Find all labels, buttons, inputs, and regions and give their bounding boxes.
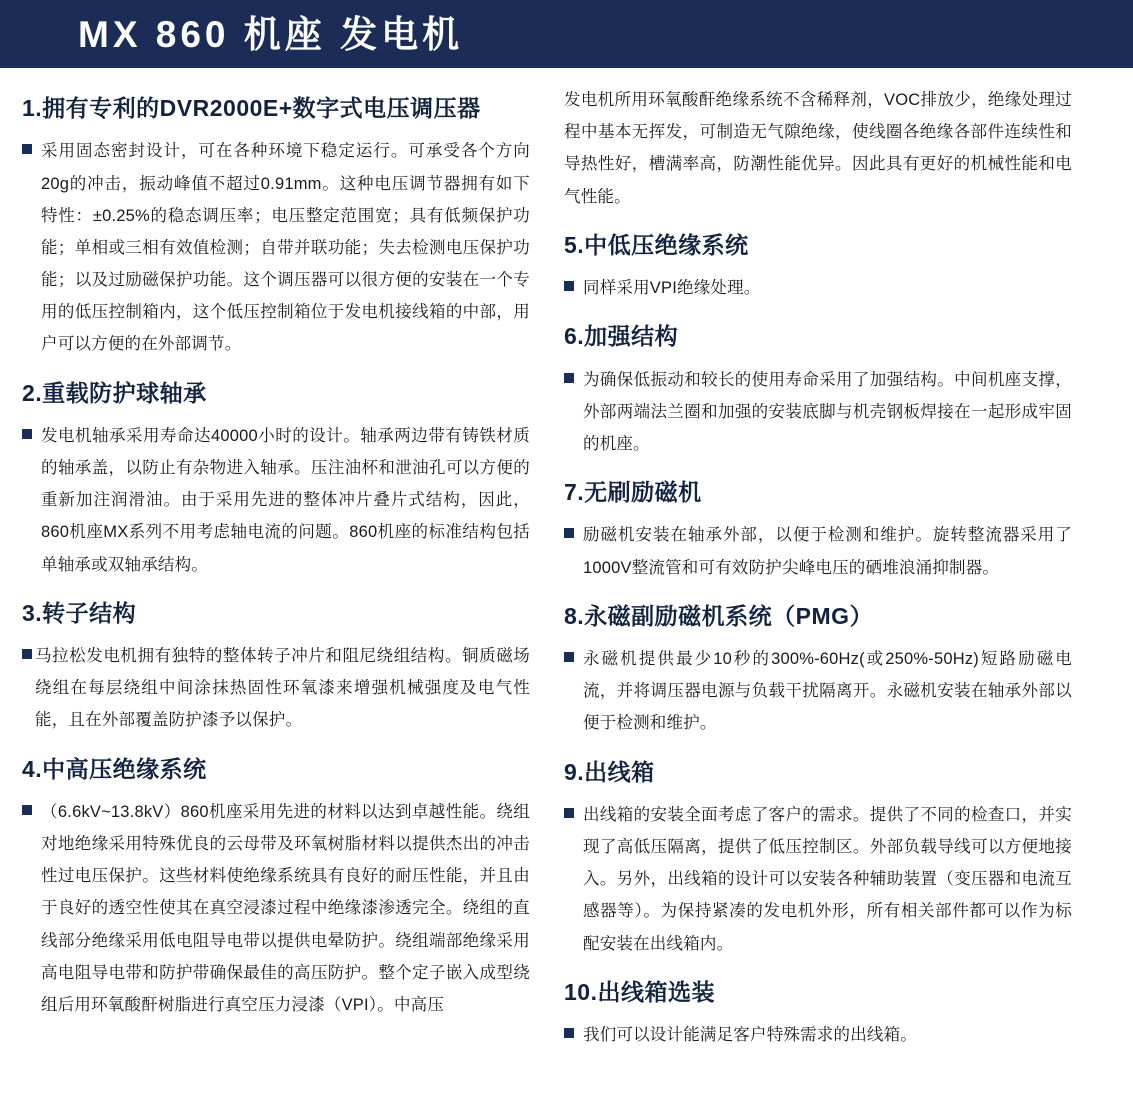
page-header [0,0,1133,68]
section-title-3: 3.转子结构 [22,599,137,626]
bullet-square-icon [22,144,32,154]
section-title-4: 4.中高压绝缘系统 [22,755,207,782]
bullet-square-icon [22,649,32,659]
bullet-square-icon [22,429,32,439]
bullet-text: （6.6kV~13.8kV）860机座采用先进的材料以达到卓越性能。绕组对地绝缘采用特殊优良的云母带及环氧树脂材料以提供杰出的冲击性过电压保护。这些材料使绝缘系统具有良好的耐压性能，并且由于良好的透空性使其在真空浸漆过程中绝缘漆渗透完全。绕组的直线部分绝缘采用低电阻导电带以提供电晕防护。绕组端部绝缘采用高电阻导电带和防护带确保最佳的高压防护。整个定子嵌入成型绕组后用环氧酸酐树脂进行真空压力浸漆（VPI）。中高压 [41,802,530,1014]
section-title-1: 1.拥有专利的DVR2000E+数字式电压调压器 [22,95,481,121]
bullet-item [564,519,1072,583]
lead-paragraph: 发电机所用环氧酸酐绝缘系统不含稀释剂，VOC排放少，绝缘处理过程中基本无挥发，可制造无气隙绝缘，使线圈各绝缘各部件连续性和导热性好，槽满率高，防潮性能优异。因此具有更好的机械性能和电气性能。 [564,91,1072,206]
bullet-text: 为确保低振动和较长的使用寿命采用了加强结构。中间机座支撑，外部两端法兰圈和加强的安装底脚与机壳钢板焊接在一起形成牢固的机座。 [583,370,1072,453]
section-title-10: 10.出线箱选装 [564,978,715,1005]
bullet-text: 同样采用VPI绝缘处理。 [583,279,761,298]
bullet-item [564,1019,1072,1051]
bullet-text: 我们可以设计能满足客户特殊需求的出线箱。 [583,1026,917,1045]
bullet-square-icon [564,373,574,383]
bullet-text: 永磁机提供最少10秒的300%-60Hz(或250%-50Hz)短路励磁电流，并将调压器电源与负载干扰隔离开。永磁机安装在轴承外部以便于检测和维护。 [583,650,1072,733]
bullet-text: 出线箱的安装全面考虑了客户的需求。提供了不同的检查口，并实现了高低压隔离，提供了低压控制区。外部负载导线可以方便地接入。另外，出线箱的设计可以安装各种辅助装置（变压器和电流互感器等）。为保持紧凑的发电机外形，所有相关部件都可以作为标配安装在出线箱内。 [583,805,1072,953]
bullet-square-icon [564,1028,574,1038]
bullet-text: 采用固态密封设计，可在各种环境下稳定运行。可承受各个方向20g的冲击，振动峰值不超过0.91mm。这种电压调节器拥有如下特性：±0.25%的稳态调压率；电压整定范围宽；具有低频保护功能；单相或三相有效值检测；自带并联功能；失去检测电压保护功能；以及过励磁保护功能。这个调压器可以很方便的安装在一个专用的低压控制箱内，这个低压控制箱位于发电机接线箱的中部，用户可以方便的在外部调节。 [41,142,530,354]
section-title-2: 2.重载防护球轴承 [22,379,207,406]
section-title-7: 7.无刷励磁机 [564,479,702,506]
bullet-item [22,135,530,360]
bullet-text: 马拉松发电机拥有独特的整体转子冲片和阻尼绕组结构。铜质磁场绕组在每层绕组中间涂抹热固性环氧漆来增强机械强度及电气性能，且在外部覆盖防护漆予以保护。 [35,647,530,730]
bullet-square-icon [22,805,32,815]
bullet-text: 励磁机安装在轴承外部，以便于检测和维护。旋转整流器采用了1000V整流管和可有效防护尖峰电压的硒堆浪涌抑制器。 [583,526,1072,577]
section-title-8: 8.永磁副励磁机系统（PMG） [564,602,874,629]
bullet-item [564,799,1072,960]
bullet-square-icon [564,528,574,538]
bullet-square-icon [564,281,574,291]
section-title-9: 9.出线箱 [564,758,655,785]
left-column [22,82,530,1059]
bullet-item [564,643,1072,740]
bullet-item [564,364,1072,461]
bullet-square-icon [564,808,574,818]
content-columns [0,68,1133,1059]
bullet-item [22,796,530,1021]
bullet-item [564,272,1072,304]
bullet-item [22,420,530,581]
section-title-5: 5.中低压绝缘系统 [564,231,749,258]
bullet-text: 发电机轴承采用寿命达40000小时的设计。轴承两边带有铸铁材质的轴承盖，以防止有杂物进入轴承。压注油杯和泄油孔可以方便的重新加注润滑油。由于采用先进的整体冲片叠片式结构，因此，860机座MX系列不用考虑轴电流的问题。860机座的标准结构包括单轴承或双轴承结构。 [41,426,530,574]
section-title-6: 6.加强结构 [564,323,679,350]
page-title: MX 860 机座 发电机 [78,13,464,55]
bullet-square-icon [564,652,574,662]
bullet-item [22,640,530,737]
right-column [564,82,1072,1059]
